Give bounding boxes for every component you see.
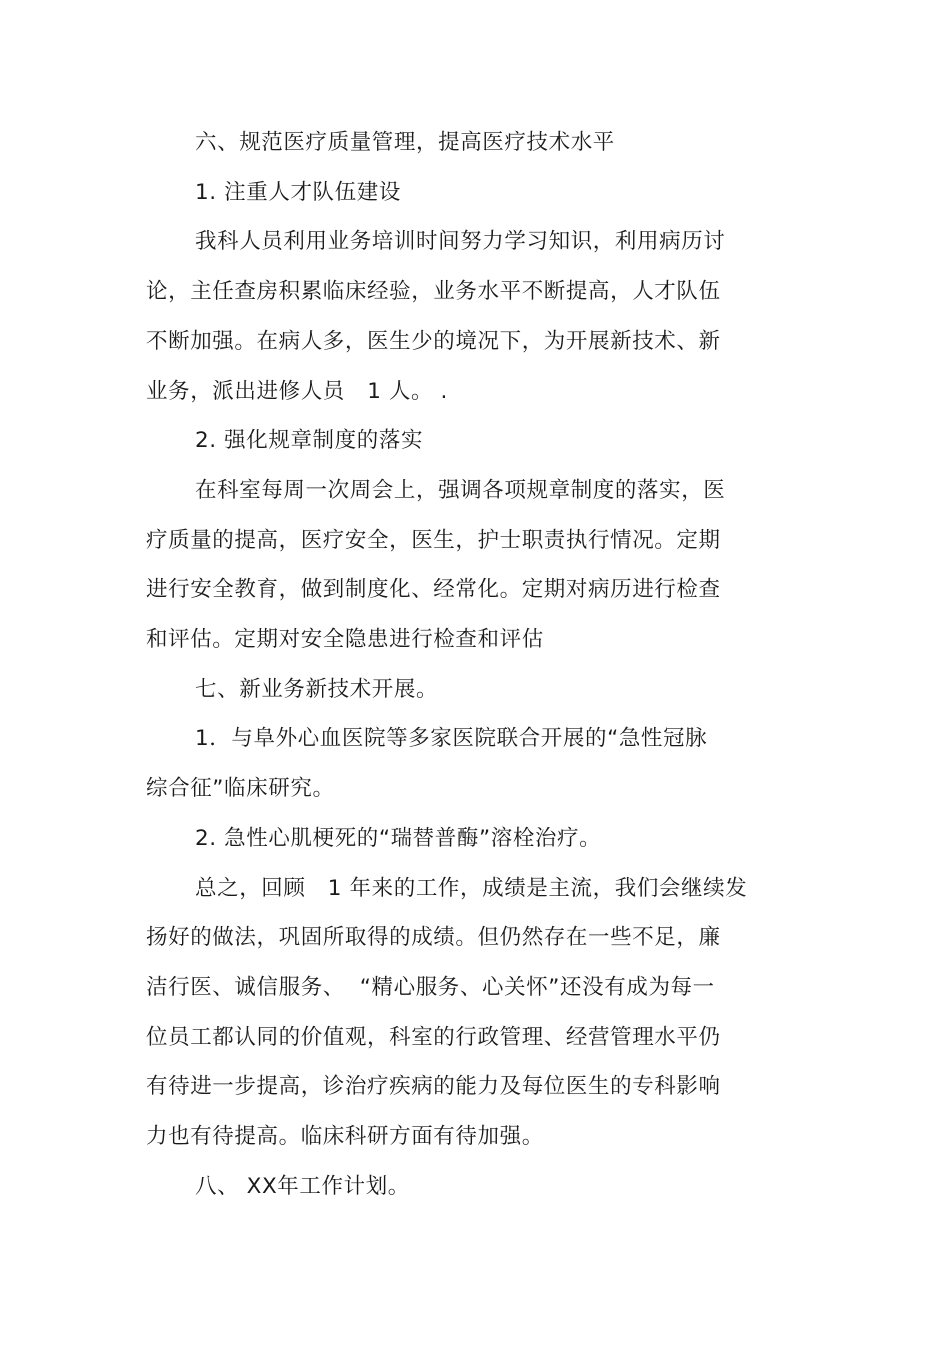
section-heading-8: 八、 XX年工作计划。: [195, 1173, 410, 1199]
subheading-talent-team: 1. 注重人才队伍建设: [195, 179, 401, 205]
section-heading-6: 六、规范医疗质量管理，提高医疗技术水平: [195, 130, 615, 155]
subheading-rules: 2. 强化规章制度的落实: [195, 428, 424, 454]
paragraph-line: 和评估。定期对安全隐患进行检查和评估: [146, 627, 544, 653]
paragraph-line: 进行安全教育，做到制度化、经常化。定期对病历进行检查: [146, 577, 721, 603]
paragraph-line: 扬好的做法，巩固所取得的成绩。但仍然存在一些不足，廉: [146, 925, 721, 951]
paragraph-line: 总之，回顾 1 年来的工作，成绩是主流，我们会继续发: [195, 875, 748, 901]
paragraph-line: 论，主任查房积累临床经验，业务水平不断提高，人才队伍: [146, 279, 721, 305]
paragraph-line: 疗质量的提高，医疗安全，医生，护士职责执行情况。定期: [146, 527, 721, 553]
paragraph-line: 1．与阜外心血医院等多家医院联合开展的“急性冠脉: [195, 726, 708, 752]
paragraph-line: 业务，派出进修人员 1 人。 .: [146, 378, 448, 404]
paragraph-line: 在科室每周一次周会上，强调各项规章制度的落实，医: [195, 477, 726, 503]
paragraph-line: 力也有待提高。临床科研方面有待加强。: [146, 1124, 544, 1150]
document-body: [146, 118, 771, 1211]
paragraph-line: 我科人员利用业务培训时间努力学习知识，利用病历讨: [195, 229, 726, 255]
paragraph-line: 位员工都认同的价值观，科室的行政管理、经营管理水平仍: [146, 1024, 721, 1050]
section-heading-7: 七、新业务新技术开展。: [195, 676, 439, 702]
paragraph-line: 2. 急性心肌梗死的“瑞替普酶”溶栓治疗。: [195, 825, 602, 851]
paragraph-line: 综合征”临床研究。: [146, 776, 335, 802]
paragraph-line: 有待进一步提高，诊治疗疾病的能力及每位医生的专科影响: [146, 1074, 721, 1100]
paragraph-line: 不断加强。在病人多，医生少的境况下，为开展新技术、新: [146, 328, 721, 354]
paragraph-line: 洁行医、诚信服务、 “精心服务、心关怀”还没有成为每一: [146, 974, 715, 1000]
